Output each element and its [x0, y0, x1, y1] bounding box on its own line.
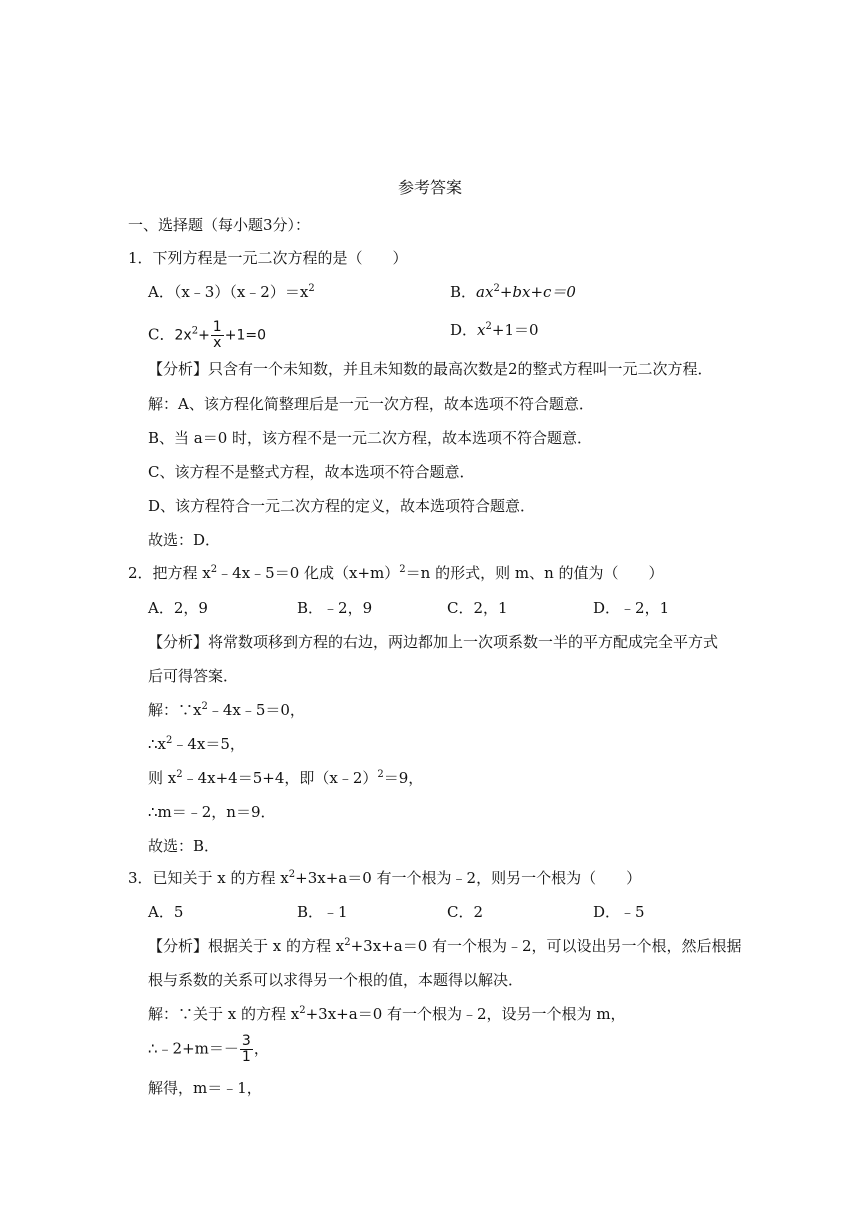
q3-analysis: 根与系数的关系可以求得另一个根的值，本题得以解决．: [148, 971, 524, 989]
q1-solution-line: 解：A、该方程化简整理后是一元一次方程，故本选项不符合题意．: [148, 395, 594, 413]
option-text: +1=0: [224, 327, 266, 344]
q3-analysis: [148, 936, 742, 956]
solution-text: +3x+a＝0 有一个根为﹣2，设另一个根为 m，: [305, 1005, 626, 1023]
question-2-stem: [128, 563, 664, 583]
exponent: 2: [399, 564, 406, 575]
exponent: 2: [299, 1005, 306, 1016]
fraction: [211, 320, 224, 351]
fraction-numerator: 3: [241, 1033, 251, 1049]
q1-answer: 故选：D．: [148, 531, 221, 549]
option-text: +1＝0: [491, 321, 539, 339]
exponent: 2: [485, 321, 492, 332]
stem-text: 2．把方程 x: [128, 564, 211, 582]
q3-solution-line: [148, 1034, 269, 1065]
q1-option-a: [148, 282, 315, 302]
solution-text: ∴﹣2+m＝－: [148, 1039, 239, 1058]
exponent: 2: [210, 564, 218, 575]
option-text: x: [477, 321, 486, 339]
q2-option-c: C．2，1: [447, 599, 508, 617]
q1-option-d: [450, 320, 539, 340]
analysis-text: +3x+a＝0 有一个根为﹣2，可以设出另一个根，然后根据: [350, 937, 742, 955]
exponent: 2: [201, 701, 208, 712]
section-heading: 一、选择题（每小题3分）：: [128, 216, 311, 234]
q2-answer: 故选：B．: [148, 837, 220, 855]
stem-text: ＝n 的形式，则 m、n 的值为（ ）: [405, 564, 664, 582]
option-text: 2x: [174, 327, 192, 344]
exponent: 2: [176, 769, 183, 780]
solution-text: ﹣4x+4＝5+4，即（x﹣2）: [182, 769, 378, 787]
solution-text: ﹣4x﹣5＝0，: [207, 701, 305, 719]
analysis-text: 【分析】根据关于 x 的方程 x: [148, 937, 345, 955]
fraction-denominator: 1: [241, 1049, 251, 1065]
solution-text: 解：∵x: [148, 701, 202, 719]
q3-option-a: A．5: [148, 903, 184, 921]
fraction-numerator: 1: [212, 319, 222, 335]
page-title: 参考答案: [397, 178, 462, 197]
question-3-stem: [128, 868, 641, 888]
stem-text: 3．已知关于 x 的方程 x: [128, 869, 289, 887]
q2-option-a: A．2，9: [148, 599, 208, 617]
fraction: [240, 1034, 253, 1065]
exponent: 2: [377, 769, 384, 780]
option-label: D．: [450, 321, 478, 339]
q1-solution-line: D、该方程符合一元二次方程的定义，故本选项符合题意．: [148, 497, 536, 515]
solution-text: ＝9，: [383, 769, 424, 787]
q2-solution-line: [148, 700, 305, 720]
exponent: 2: [493, 283, 500, 294]
q1-analysis: 【分析】只含有一个未知数，并且未知数的最高次数是2的整式方程叫一元二次方程．: [148, 360, 713, 378]
option-text: +bx+c＝0: [499, 283, 576, 301]
fraction-denominator: x: [213, 335, 222, 351]
solution-text: 解：∵关于 x 的方程 x: [148, 1005, 300, 1023]
exponent: 2: [191, 325, 199, 337]
q2-option-b: B．﹣2，9: [297, 599, 373, 617]
option-label: C．: [148, 325, 175, 344]
q2-solution-line: [148, 768, 423, 788]
q1-solution-line: C、该方程不是整式方程，故本选项不符合题意．: [148, 463, 475, 481]
q3-option-d: D．﹣5: [593, 903, 645, 921]
exponent: 2: [308, 283, 315, 294]
exponent: 2: [344, 937, 351, 948]
stem-text: +3x+a＝0 有一个根为﹣2，则另一个根为（ ）: [295, 869, 642, 887]
option-label: B．: [450, 283, 477, 301]
q3-option-c: C．2: [447, 903, 484, 921]
q3-solution-line: [148, 1004, 626, 1024]
q3-solution-line: 解得，m＝﹣1，: [148, 1079, 262, 1097]
solution-text: ，: [253, 1039, 269, 1058]
q2-option-d: D．﹣2，1: [593, 599, 670, 617]
q2-analysis: 【分析】将常数项移到方程的右边，两边都加上一次项系数一半的平方配成完全平方式: [148, 633, 719, 651]
q2-solution-line: [148, 734, 245, 754]
option-label: A．: [148, 283, 174, 301]
stem-text: ﹣4x﹣5＝0 化成（x+m）: [217, 564, 400, 582]
exponent: 2: [166, 735, 173, 746]
q3-option-b: B．﹣1: [297, 903, 348, 921]
q1-solution-line: B、当 a＝0 时，该方程不是一元二次方程，故本选项不符合题意．: [148, 429, 593, 447]
option-text: ax: [476, 283, 494, 301]
q1-option-b: [450, 282, 576, 302]
q2-analysis: 后可得答案．: [148, 667, 239, 685]
q1-option-c: [148, 320, 266, 351]
option-text: +: [198, 327, 210, 344]
q2-solution-line: ∴m＝﹣2，n＝9．: [148, 803, 276, 821]
option-text: （x﹣3）（x﹣2）＝x: [173, 283, 309, 301]
solution-text: ∴x: [148, 735, 167, 753]
question-1-stem: 1．下列方程是一元二次方程的是（ ）: [128, 249, 408, 267]
solution-text: ﹣4x＝5，: [172, 735, 245, 753]
exponent: 2: [288, 869, 296, 880]
solution-text: 则 x: [148, 769, 177, 787]
